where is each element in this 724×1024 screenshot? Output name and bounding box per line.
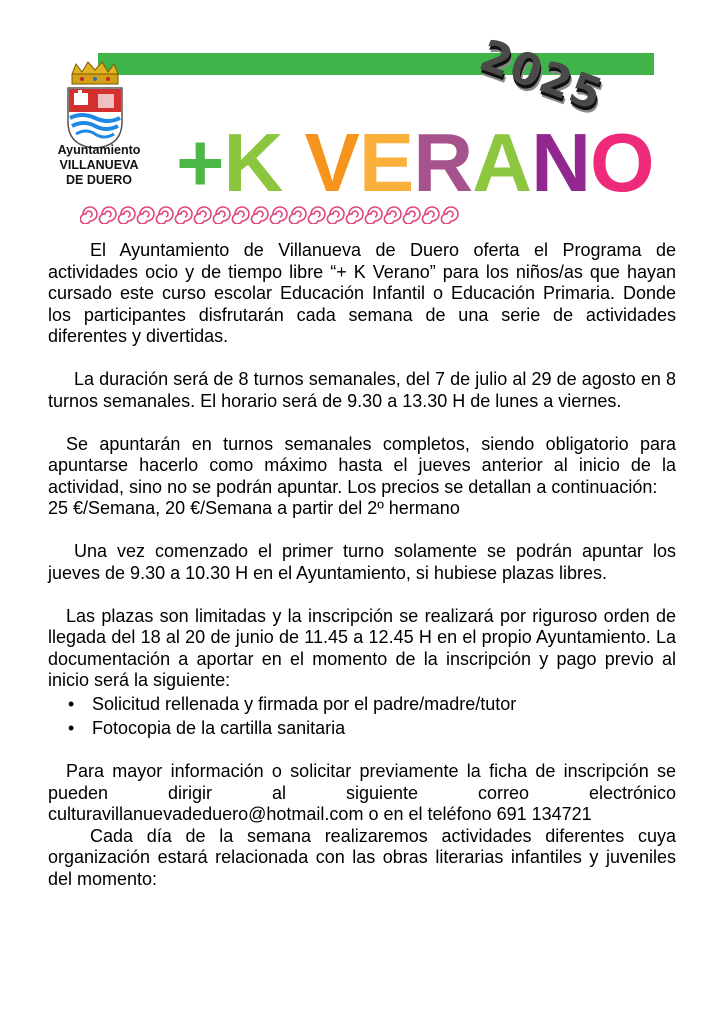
municipality-line: DE DUERO [66, 173, 132, 187]
swirl-icon [308, 207, 325, 224]
contact-paragraph [48, 761, 676, 826]
title-letter: K [223, 116, 283, 209]
header [0, 0, 724, 235]
swirl-icon [80, 207, 97, 224]
year-badge: 2025 [473, 29, 610, 122]
list-item: • Solicitud rellenada y firmada por el padre/madre/tutor [92, 692, 676, 716]
title-letter: N [531, 116, 591, 209]
title-letter: E [358, 116, 414, 209]
municipality-line: VILLANUEVA [59, 158, 139, 172]
swirl-icon [384, 207, 401, 224]
document-body [48, 240, 676, 890]
swirl-icon [327, 207, 344, 224]
documents-list [48, 692, 676, 740]
swirl-icon [403, 207, 420, 224]
registration-paragraph: Se apuntarán en turnos semanales completos, siendo obligatorio para apuntarse hacerlo como máximo hasta el jueves anterior al inicio de la actividad, sino no se podrán apuntar. Los precios se detallan a continuación: [48, 433, 676, 497]
swirl-icon [175, 207, 192, 224]
swirl-icon [422, 207, 439, 224]
intro-paragraph: El Ayuntamiento de Villanueva de Duero oferta el Programa de actividades ocio y de tiempo libre “+ K Verano” para los niños/as que hayan cursado este curso escolar Educación Infantil o Educación Primaria. Donde los participantes disfrutarán cada semana de una serie de actividades diferentes y divertidas. [48, 240, 676, 346]
swirl-icon [251, 207, 268, 224]
swirl-icon [194, 207, 211, 224]
swirl-icon [289, 207, 306, 224]
swirl-icon [99, 207, 116, 224]
municipality-line: Ayuntamiento [57, 143, 141, 157]
late-registration-paragraph: Una vez comenzado el primer turno solamente se podrán apuntar los jueves de 9.30 a 10.30 H en el Ayuntamiento, si hubiese plazas libres. [48, 541, 676, 583]
swirl-icon [365, 207, 382, 224]
contact-text: Para mayor información o solicitar previamente la ficha de inscripción se pueden dirigir al siguiente correo electrónico [48, 761, 676, 803]
swirl-icon [270, 207, 287, 224]
swirl-icon [213, 207, 230, 224]
crest-icon [62, 60, 128, 150]
title-letter: O [590, 116, 654, 209]
swirl-icon [232, 207, 249, 224]
swirl-decoration [80, 204, 472, 224]
list-item: • Fotocopia de la cartilla sanitaria [92, 716, 676, 740]
swirl-icon [441, 207, 458, 224]
title-letter: R [413, 116, 473, 209]
title-letter: V [304, 116, 359, 209]
title-letter: A [472, 116, 532, 209]
prices-line: 25 €/Semana, 20 €/Semana a partir del 2º hermano [48, 498, 460, 518]
swirl-icon [156, 207, 173, 224]
municipality-name [44, 143, 154, 188]
swirl-icon [137, 207, 154, 224]
swirl-icon [118, 207, 135, 224]
duration-paragraph: La duración será de 8 turnos semanales, del 7 de julio al 29 de agosto en 8 turnos semanales. El horario será de 9.30 a 13.30 H de lunes a viernes. [48, 369, 676, 411]
title-letter: + [176, 116, 224, 209]
contact-email[interactable]: culturavillanuevadeduero@hotmail.com [48, 804, 364, 824]
activities-paragraph: Cada día de la semana realizaremos actividades diferentes cuya organización estará relacionada con las obras literarias infantiles y juveniles del momento: [48, 825, 676, 889]
program-title [176, 118, 654, 208]
swirl-icon [346, 207, 363, 224]
contact-phone-text: o en el teléfono 691 134721 [368, 804, 592, 824]
places-paragraph: Las plazas son limitadas y la inscripción se realizará por riguroso orden de llegada del 18 al 20 de junio de 11.45 a 12.45 H en el propio Ayuntamiento. La documentación a aportar en el momento de la inscripción y pago previo al inicio será la siguiente: [48, 605, 676, 690]
